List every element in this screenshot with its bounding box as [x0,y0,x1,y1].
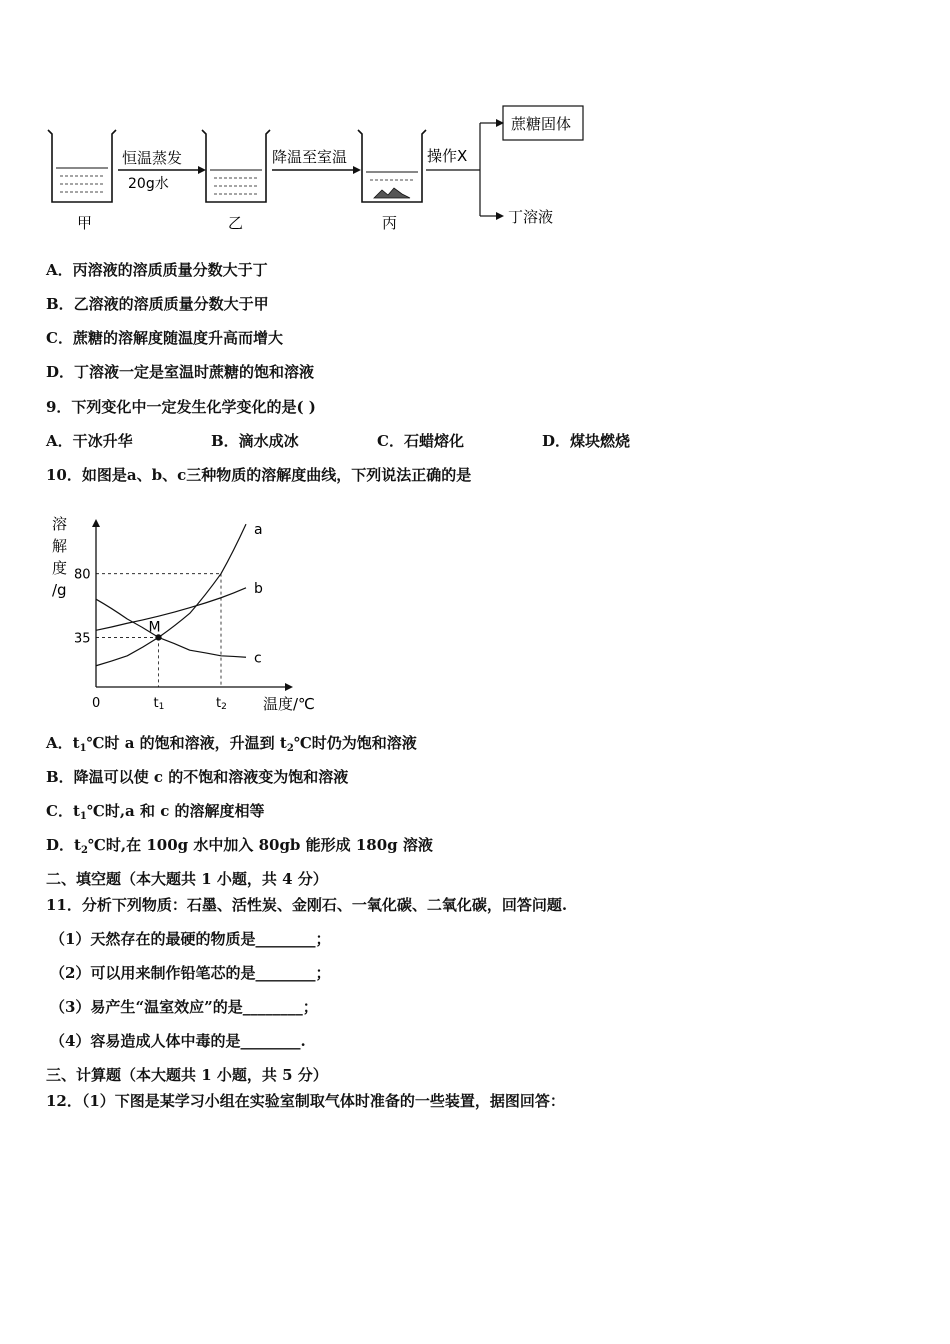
q8-option-a: A．丙溶液的溶质质量分数大于丁 [46,261,268,279]
flow-step1-amount: 20g水 [128,176,169,192]
q10-stem: 10．如图是a、b、c三种物质的溶解度曲线，下列说法正确的是 [46,466,472,484]
series-a-line [96,524,246,666]
q9-option-b: B．滴水成冰 [211,432,299,450]
y-tick-label: 35 [74,631,91,647]
q11-stem: 11．分析下列物质：石墨、活性炭、金刚石、一氧化碳、二氧化碳，回答问题. [46,896,568,914]
q10-option-c: C．$t_1℃$时,a 和 c 的溶解度相等 [46,802,265,822]
y-axis-label: 溶 [52,515,68,533]
flow-output-solid: 蔗糖固体 [511,115,572,133]
q9-option-c: C．石蜡熔化 [377,432,464,450]
point-m-label: M [148,619,161,636]
y-axis-label: 度 [52,559,68,577]
q9-options [46,431,630,451]
flow-output-solution: 丁溶液 [508,208,554,226]
x-tick-label: t1 [153,696,165,712]
x-axis-label: 温度/℃ [263,695,315,713]
section2-title: 二、填空题（本大题共 1 小题，共 4 分） [46,870,328,888]
flow-diagram [40,98,600,238]
origin-label: 0 [92,696,101,711]
y-axis-label: /g [52,581,67,599]
x-tick-label: t2 [216,696,227,712]
series-c-label: c [254,650,262,667]
q8-option-b: B．乙溶液的溶质质量分数大于甲 [46,295,269,313]
beaker-label-jia: 甲 [77,214,93,232]
q11-item-1: （1）天然存在的最硬的物质是________； [50,930,331,948]
y-axis-label: 解 [52,537,68,555]
series-a-label: a [254,522,263,539]
flow-step1-label: 恒温蒸发 [122,149,183,167]
beaker-label-yi: 乙 [228,214,244,232]
series-b-line [96,588,246,631]
q11-item-3: （3）易产生“温室效应”的是________； [50,998,318,1016]
y-tick-label: 80 [74,567,91,583]
q10-option-d: D．$t_2℃$时,在 100g 水中加入 80gb 能形成 180g 溶液 [46,836,433,856]
x-axis-arrow [285,683,293,691]
y-axis-arrow [92,519,100,527]
q9-option-a: A．干冰升华 [46,432,133,450]
q11-item-2: （2）可以用来制作铅笔芯的是________； [50,964,331,982]
solubility-chart [40,505,315,720]
beaker-bing [358,130,426,202]
q8-option-d: D．丁溶液一定是室温时蔗糖的饱和溶液 [46,363,315,381]
q11-item-4: （4）容易造成人体中毒的是________. [50,1032,306,1050]
q10-option-b: B．降温可以使 c 的不饱和溶液变为饱和溶液 [46,768,349,786]
q8-option-c: C．蔗糖的溶解度随温度升高而增大 [46,329,283,347]
q9-stem: 9．下列变化中一定发生化学变化的是( ) [46,398,316,416]
q9-option-d: D．煤块燃烧 [542,432,631,450]
q12-stem: 12．（1）下图是某学习小组在实验室制取气体时准备的一些装置，据图回答： [46,1092,565,1110]
q10-option-a: A．$t_1℃$时 a 的饱和溶液，升温到 $t_2℃$时仍为饱和溶液 [46,734,417,754]
flow-step3-label: 操作X [427,147,468,165]
series-b-label: b [254,580,263,597]
beaker-yi [202,130,270,202]
section3-title: 三、计算题（本大题共 1 小题，共 5 分） [46,1066,328,1084]
flow-step2-label: 降温至室温 [272,148,348,166]
beaker-jia [48,130,116,202]
beaker-label-bing: 丙 [382,214,398,232]
